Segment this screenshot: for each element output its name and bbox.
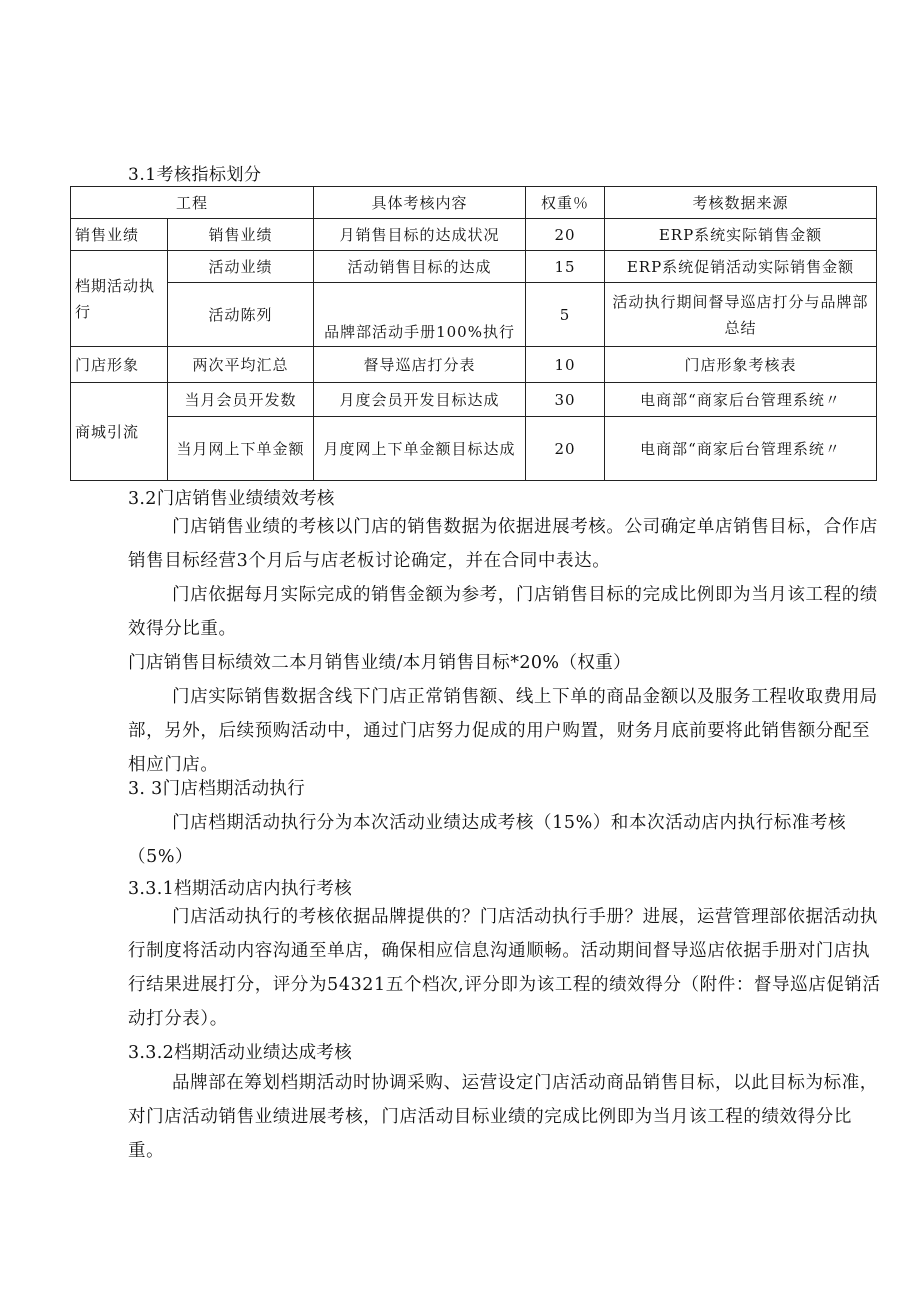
weight-cell: 5 (526, 283, 605, 347)
header-cell: 权重％ (526, 187, 605, 219)
weight-cell: 30 (526, 383, 605, 417)
weight-cell: 15 (526, 251, 605, 283)
content-cell: 督导巡店打分表 (314, 347, 526, 383)
weight-cell: 20 (526, 219, 605, 251)
section-heading-3-2: 3.2门店销售业绩绩效考核 (128, 489, 335, 509)
table-caption: 3.1考核指标划分 (128, 165, 262, 185)
item-cell: 销售业绩 (168, 219, 314, 251)
source-cell: 电商部“商家后台管理系统〃 (605, 417, 877, 481)
table-row (71, 219, 877, 251)
category-cell: 档期活动执行 (71, 251, 168, 347)
category-cell: 商城引流 (71, 383, 168, 481)
content-cell: 月销售目标的达成状况 (314, 219, 526, 251)
item-cell: 活动陈列 (168, 283, 314, 347)
table-row (71, 383, 877, 417)
header-cell: 考核数据来源 (605, 187, 877, 219)
item-cell: 当月会员开发数 (168, 383, 314, 417)
source-cell: 活动执行期间督导巡店打分与品牌部总结 (605, 283, 877, 347)
header-cell: 工程 (71, 187, 314, 219)
content-cell: 活动销售目标的达成 (314, 251, 526, 283)
table-row (71, 251, 877, 283)
section-heading-3-3-2: 3.3.2档期活动业绩达成考核 (128, 1043, 353, 1063)
table-header-row (71, 187, 877, 219)
formula-line: 门店销售目标绩效二本月销售业绩/本月销售目标*20%（权重） (128, 653, 632, 673)
category-cell: 门店形象 (71, 347, 168, 383)
table-row (71, 417, 877, 481)
paragraph: 门店活动执行的考核依据品牌提供的？门店活动执行手册？进展，运营管理部依据活动执行制度将活动内容沟通至单店，确保相应信息沟通顺畅。活动期间督导巡店依据手册对门店执行结果进展打分，评分为54321五个档次,评分即为该工程的绩效得分（附件：督导巡店促销活动打分表）。 (128, 907, 881, 1029)
paragraph: 门店销售业绩的考核以门店的销售数据为依据进展考核。公司确定单店销售目标，合作店销售目标经营3个月后与店老板讨论确定，并在合同中表达。 (128, 517, 878, 571)
category-cell: 销售业绩 (71, 219, 168, 251)
weight-cell: 20 (526, 417, 605, 481)
item-cell: 当月网上下单金额 (168, 417, 314, 481)
weight-cell: 10 (526, 347, 605, 383)
table-row (71, 347, 877, 383)
header-cell: 具体考核内容 (314, 187, 526, 219)
paragraph: 门店依据每月实际完成的销售金额为参考，门店销售目标的完成比例即为当月该工程的绩效得分比重。 (128, 585, 878, 639)
source-cell: 门店形象考核表 (605, 347, 877, 383)
paragraph: 品牌部在筹划档期活动时协调采购、运营设定门店活动商品销售目标，以此目标为标准，对门店活动销售业绩进展考核，门店活动目标业绩的完成比例即为当月该工程的绩效得分比重。 (128, 1073, 878, 1161)
section-heading-3-3: 3. 3门店档期活动执行 (128, 779, 305, 799)
content-cell: 月度网上下单金额目标达成 (314, 417, 526, 481)
paragraph: 门店档期活动执行分为本次活动业绩达成考核（15%）和本次活动店内执行标准考核（5%） (128, 813, 847, 867)
item-cell: 两次平均汇总 (168, 347, 314, 383)
source-cell: 电商部“商家后台管理系统〃 (605, 383, 877, 417)
assessment-table (70, 186, 877, 481)
source-cell: ERP系统实际销售金额 (605, 219, 877, 251)
paragraph: 门店实际销售数据含线下门店正常销售额、线上下单的商品金额以及服务工程收取费用局部，另外，后续预购活动中，通过门店努力促成的用户购置，财务月底前要将此销售额分配至相应门店。 (128, 687, 878, 775)
item-cell: 活动业绩 (168, 251, 314, 283)
source-cell: ERP系统促销活动实际销售金额 (605, 251, 877, 283)
content-cell: 品牌部活动手册100%执行 (314, 283, 526, 347)
content-cell: 月度会员开发目标达成 (314, 383, 526, 417)
section-heading-3-3-1: 3.3.1档期活动店内执行考核 (128, 879, 353, 899)
table-row (71, 283, 877, 347)
